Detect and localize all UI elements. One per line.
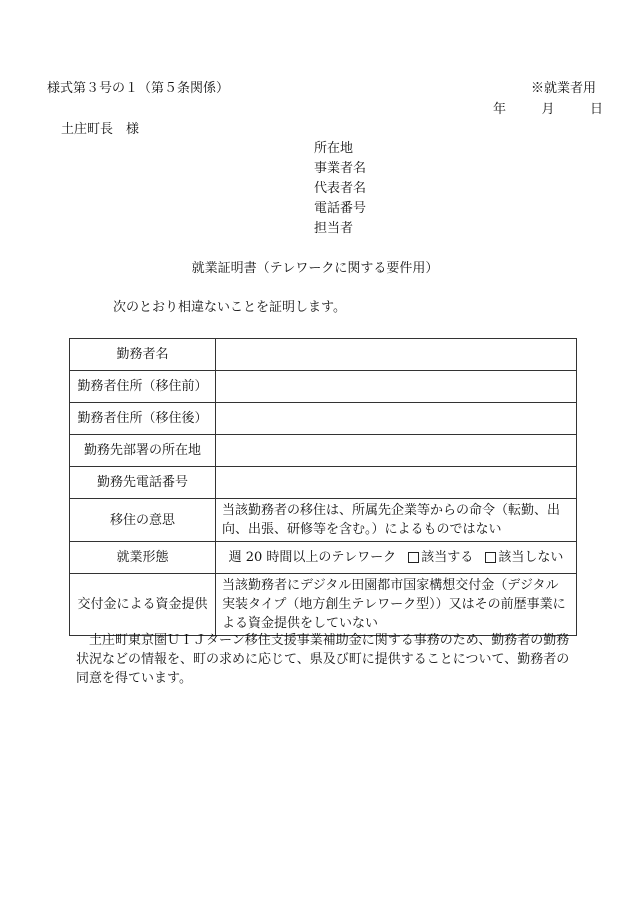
work-style-cell xyxy=(216,542,577,574)
recipient: 土庄町長 様 xyxy=(61,122,140,137)
date-year: 年 xyxy=(493,102,507,117)
table-row xyxy=(70,371,577,403)
checkbox-applicable[interactable] xyxy=(408,552,419,563)
row-label: 勤務者名 xyxy=(70,339,216,371)
intro-text: 次のとおり相違ないことを証明します。 xyxy=(113,300,346,315)
row-label: 交付金による資金提供 xyxy=(70,574,216,636)
table-row xyxy=(70,542,577,574)
row-label: 勤務先部署の所在地 xyxy=(70,435,216,467)
applicant-company-label: 事業者名 xyxy=(314,161,367,176)
work-style-text: 週 20 時間以上のテレワーク xyxy=(228,550,397,565)
table-row xyxy=(70,435,577,467)
row-label: 勤務者住所（移住後） xyxy=(70,403,216,435)
form-number: 様式第３号の１（第５条関係） xyxy=(47,81,230,96)
row-label: 就業形態 xyxy=(70,542,216,574)
row-label: 勤務者住所（移住前） xyxy=(70,371,216,403)
applicant-block xyxy=(314,139,366,239)
checkbox-not-applicable[interactable] xyxy=(485,552,496,563)
certificate-table xyxy=(69,338,577,636)
option-applicable-label: 該当する xyxy=(421,550,474,565)
worker-name-field[interactable] xyxy=(216,339,577,371)
table-row xyxy=(70,574,577,636)
applicant-address-label: 所在地 xyxy=(314,141,354,156)
row-label: 勤務先電話番号 xyxy=(70,467,216,499)
applicant-phone-label: 電話番号 xyxy=(314,201,367,216)
applicant-representative-label: 代表者名 xyxy=(314,181,367,196)
date-row xyxy=(493,101,603,119)
office-location-field[interactable] xyxy=(216,435,577,467)
date-month: 月 xyxy=(541,102,555,117)
table-row xyxy=(70,339,577,371)
address-before-field[interactable] xyxy=(216,371,577,403)
office-phone-field[interactable] xyxy=(216,467,577,499)
table-row xyxy=(70,467,577,499)
row-label: 移住の意思 xyxy=(70,499,216,542)
date-day: 日 xyxy=(589,102,603,117)
option-not-applicable-label: 該当しない xyxy=(498,550,564,565)
relocation-intent-text: 当該勤務者の移住は、所属先企業等からの命令（転勤、出向、出張、研修等を含む。）によるものではない xyxy=(216,499,577,542)
user-mark: ※就業者用 xyxy=(530,81,596,96)
applicant-contact-label: 担当者 xyxy=(314,221,354,236)
table-row xyxy=(70,403,577,435)
consent-note: 土庄町東京圏ＵＩＪターン移住支援事業補助金に関する事務のため、勤務者の勤務状況などの情報を、町の求めに応じて、県及び町に提供することについて、勤務者の同意を得ています。 xyxy=(76,633,570,686)
document-title: 就業証明書（テレワークに関する要件用） xyxy=(191,261,439,276)
grant-funding-text: 当該勤務者にデジタル田園都市国家構想交付金（デジタル実装タイプ（地方創生テレワーク型））又はその前歴事業による資金提供をしていない xyxy=(216,574,577,636)
address-after-field[interactable] xyxy=(216,403,577,435)
table-row xyxy=(70,499,577,542)
